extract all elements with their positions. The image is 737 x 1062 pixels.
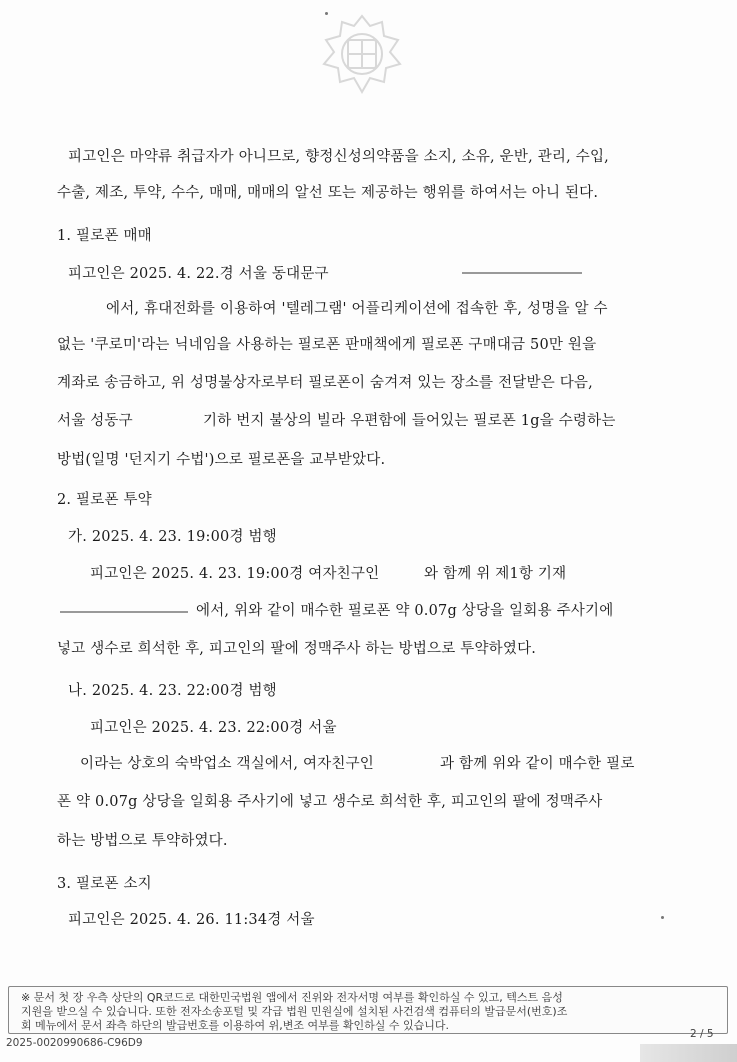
verification-notice-line: ※ 문서 첫 장 우측 상단의 QR코드로 대한민국법원 앱에서 진위와 전자서명 여부를 확인하실 수 있고, 텍스트 음성	[21, 991, 563, 1004]
court-emblem-seal-icon	[318, 12, 406, 98]
body-line: 수출, 제조, 투약, 수수, 매매, 매매의 알선 또는 제공하는 행위를 하여서는 아니 된다.	[57, 185, 599, 201]
redaction-mark	[462, 272, 582, 274]
verification-notice-line: 회 메뉴에서 문서 좌측 하단의 발급번호를 이용하여 위,변조 여부를 확인하실 수 있습니다.	[21, 1019, 449, 1032]
section-heading: 3. 필로폰 소지	[57, 876, 152, 892]
body-line: 에서, 위와 같이 매수한 필로폰 약 0.07g 상당을 일회용 주사기에	[196, 603, 614, 619]
body-line: 피고인은 마약류 취급자가 아니므로, 향정신성의약품을 소지, 소유, 운반, 관리, 수입,	[68, 149, 609, 165]
body-line: 에서, 휴대전화를 이용하여 '텔레그램' 어플리케이션에 접속한 후, 성명을 알 수	[106, 301, 608, 317]
corner-stamp	[640, 1044, 737, 1062]
body-line: 피고인은 2025. 4. 22.경 서울 동대문구	[68, 266, 329, 282]
scan-speck	[325, 12, 328, 15]
issuance-number: 2025-0020990686-C96D9	[6, 1037, 143, 1049]
body-line: 기하 번지 불상의 빌라 우편함에 들어있는 필로폰 1g을 수령하는	[203, 413, 616, 429]
body-line: 방법(일명 '던지기 수법')으로 필로폰을 교부받았다.	[57, 452, 386, 468]
body-line: 피고인은 2025. 4. 26. 11:34경 서울	[68, 912, 315, 928]
scan-speck	[661, 916, 664, 919]
body-line: 피고인은 2025. 4. 23. 22:00경 서울	[90, 720, 337, 736]
section-heading: 1. 필로폰 매매	[57, 228, 152, 244]
body-line: 과 함께 위와 같이 매수한 필로	[440, 756, 635, 772]
body-line: 서울 성동구	[57, 413, 133, 429]
body-line: 하는 방법으로 투약하였다.	[57, 833, 228, 849]
section-heading: 2. 필로폰 투약	[57, 492, 152, 508]
page-number: 2 / 5	[690, 1028, 714, 1040]
redaction-mark	[60, 611, 188, 613]
body-line: 없는 '쿠로미'라는 닉네임을 사용하는 필로폰 판매책에게 필로폰 구매대금 50만 원을	[57, 337, 597, 353]
body-line: 넣고 생수로 희석한 후, 피고인의 팔에 정맥주사 하는 방법으로 투약하였다.	[57, 641, 537, 657]
subsection-heading: 나. 2025. 4. 23. 22:00경 범행	[68, 683, 277, 699]
verification-notice-box	[8, 986, 728, 1034]
body-line: 와 함께 위 제1항 기재	[424, 566, 567, 582]
verification-notice-line: 지원을 받으실 수 있습니다. 또한 전자소송포털 및 각급 법원 민원실에 설치된 사건검색 컴퓨터의 발급문서(번호)조	[21, 1005, 568, 1018]
subsection-heading: 가. 2025. 4. 23. 19:00경 범행	[68, 529, 277, 545]
body-line: 폰 약 0.07g 상당을 일회용 주사기에 넣고 생수로 희석한 후, 피고인의 팔에 정맥주사	[57, 794, 603, 810]
body-line: 피고인은 2025. 4. 23. 19:00경 여자친구인	[90, 566, 380, 582]
body-line: 계좌로 송금하고, 위 성명불상자로부터 필로폰이 숨겨져 있는 장소를 전달받은 다음,	[57, 375, 593, 391]
body-line: 이라는 상호의 숙박업소 객실에서, 여자친구인	[80, 756, 374, 772]
